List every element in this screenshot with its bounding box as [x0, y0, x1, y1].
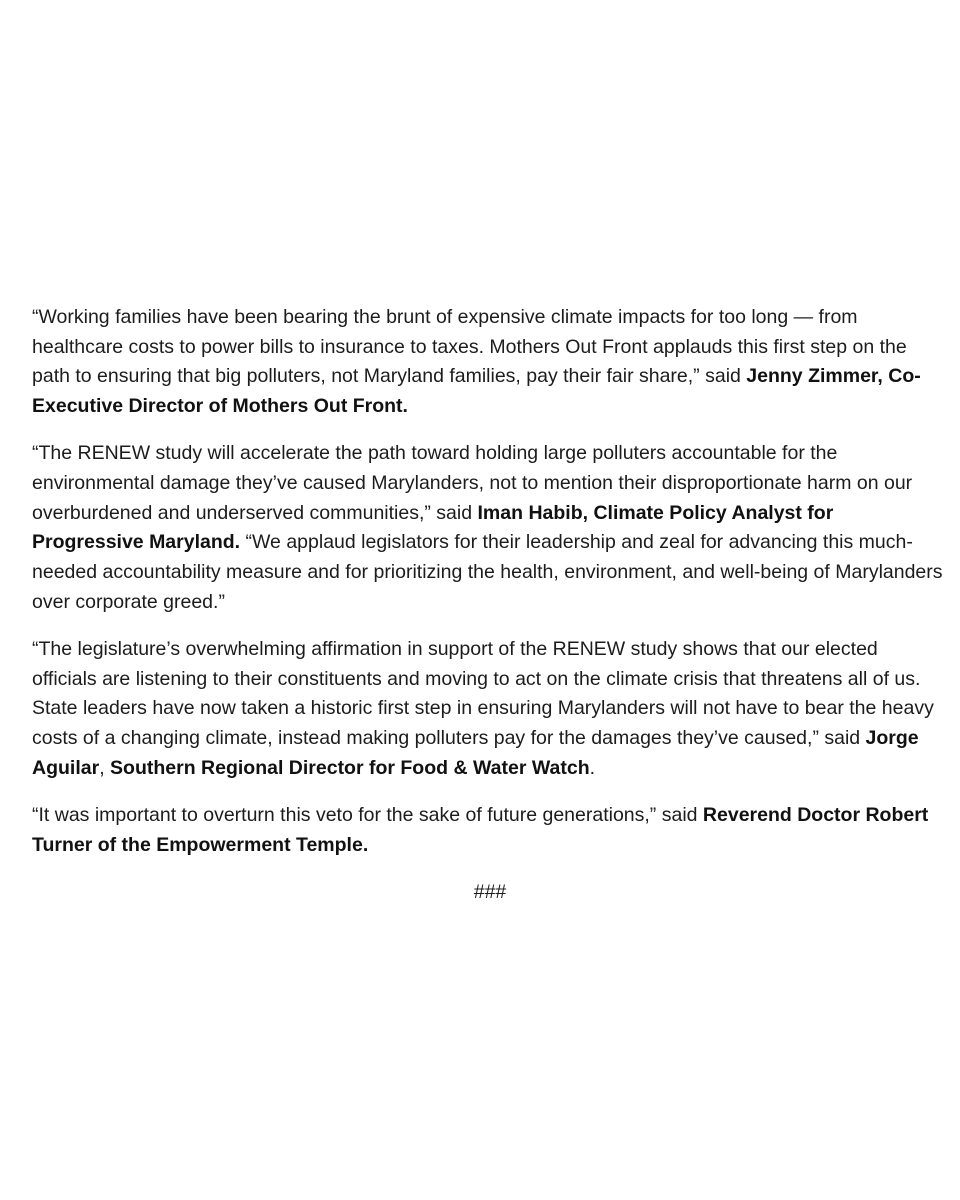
end-of-release-mark: ###	[473, 881, 507, 904]
quote-attribution-name: Jorge Aguilar	[32, 727, 919, 779]
quote-text: “The legislature’s overwhelming affirmation in support of the RENEW study shows that our elected officials are listening to their constituents and moving to act on the climate crisis that threatens all of us. State leaders have now taken a historic first step in ensuring Marylanders will not have to bear the heavy costs of a changing climate, instead making polluters pay for the damages they’ve caused,” said	[32, 638, 934, 750]
quote-attribution-title: Southern Regional Director for Food & Water Watch	[110, 756, 590, 779]
quote-text-continued: “We applaud legislators for their leadership and zeal for advancing this much-needed accountability measure and for prioritizing the health, environment, and well-being of Marylanders over corporate greed.”	[32, 531, 943, 613]
press-release-body	[32, 303, 944, 908]
quote-text: “The RENEW study will accelerate the path toward holding large polluters accountable for the environmental damage they’ve caused Marylanders, not to mention their disproportionate harm on our overburdened and underserved communities,” said	[32, 442, 913, 524]
quote-paragraph-habib	[32, 439, 944, 617]
quote-paragraph-zimmer	[32, 303, 944, 422]
quote-paragraph-aguilar	[32, 635, 944, 784]
quote-attribution: Iman Habib, Climate Policy Analyst for Progressive Maryland.	[32, 501, 834, 554]
quote-paragraph-turner	[32, 801, 944, 860]
quote-attribution: Jenny Zimmer, Co-Executive Director of Mothers Out Front.	[32, 365, 921, 418]
quote-attribution: Reverend Doctor Robert Turner of the Empowerment Temple.	[32, 804, 929, 856]
attribution-separator: ,	[99, 756, 111, 779]
sentence-end: .	[589, 756, 596, 779]
quote-text: “It was important to overturn this veto for the sake of future generations,” said	[32, 804, 703, 827]
quote-text: “Working families have been bearing the brunt of expensive climate impacts for too long — from healthcare costs to power bills to insurance to taxes. Mothers Out Front applauds this first step on the path to ensuring that big polluters, not Maryland families, pay their fair share,” said	[32, 306, 907, 388]
